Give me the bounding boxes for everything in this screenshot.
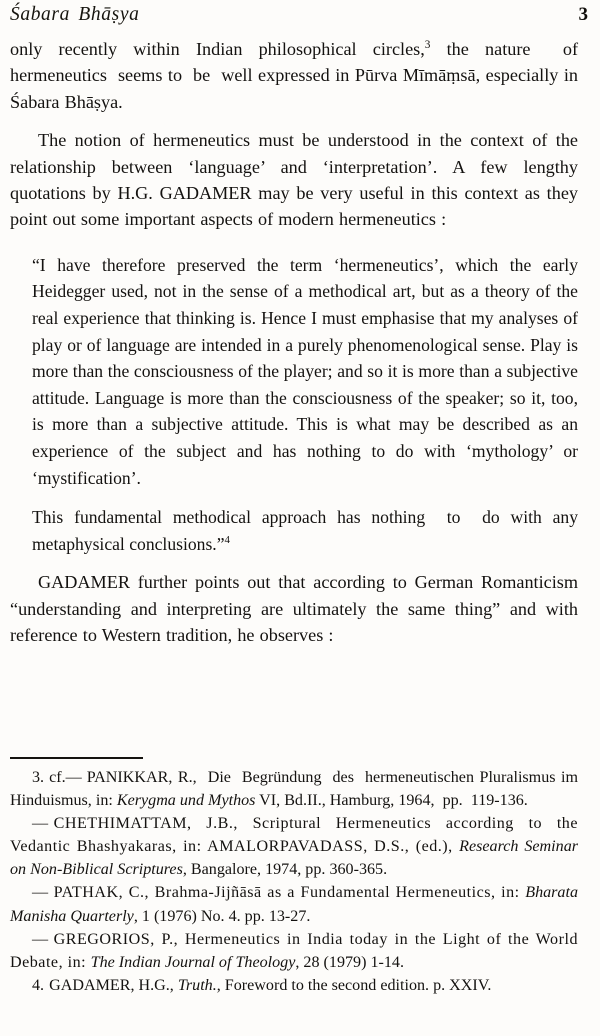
footnote-chethimattam-part-2: , Bangalore, 1974, pp. 360-365. [182, 861, 388, 879]
footnote-marker-3: 3 [424, 38, 431, 51]
block-quote-gadamer [10, 252, 578, 558]
footnote-separator-rule [10, 757, 143, 759]
footnote-pathak-title: Bharata Manisha Quarterly [10, 884, 578, 925]
running-head-title: Śabara Bhāṣya [10, 4, 140, 25]
footnote-3-part-2: VI, Bd.II., Hamburg, 1964, pp. 119-136. [255, 792, 528, 810]
footnote-3-title: Kerygma und Mythos [116, 792, 256, 810]
footnote-3 [10, 766, 578, 812]
footnote-pathak-part-2: , 1 (1976) No. 4. pp. 13-27. [133, 907, 311, 925]
paragraph-continued-text-2: the nature of hermeneutics seems to be well expressed in Pūrva Mīmāṃsā, especially in Śabara Bhāṣya. [10, 39, 578, 112]
footnote-pathak-part-1: — PATHAK, C., Brahma-Jijñāsā as a Fundamental Hermeneutics, in: [32, 884, 526, 902]
footnote-pathak [10, 881, 578, 927]
body-text-block [10, 36, 578, 649]
footnote-gregorios-part-1: — GREGORIOS, P., Hermeneutics in India today in the Light of the World Debate, in: [10, 930, 578, 971]
footnote-gregorios-title: The Indian Journal of Theology [90, 953, 296, 971]
quote-paragraph-hermeneutics: “I have therefore preserved the term ‘hermeneutics’, which the early Heidegger used, not in the sense of a methodical art, but as a theory of the real experience that thinking is. Hence I must emphasise that my analyses of play or of language are intended in a purely phenomenological sense. Play is more than the consciousness of the player; and so it is more than a subjective attitude. Language is more than the consciousness of the speaker; so it, too, is more than a subjective attitude. This is what may be described as an experience of the subject and has nothing to do with ‘mythology’ or ‘mystification’. [32, 254, 578, 488]
running-head [10, 4, 588, 30]
paragraph-gadamer-further: GADAMER further points out that according to German Romanticism “understanding and interpreting are ultimately the same thing” and with reference to Western tradition, he observes : [10, 572, 578, 646]
footnote-4 [10, 974, 578, 997]
paragraph-continued-text: only recently within Indian philosophical circles, [10, 39, 425, 59]
quote-paragraph-fundamental [32, 504, 578, 557]
footnote-gregorios-part-2: , 28 (1979) 1-14. [295, 953, 404, 971]
footnote-4-title: Truth. [177, 976, 217, 994]
footnote-4-part-1: 4. GADAMER, H.G., [32, 976, 178, 994]
page-number: 3 [578, 4, 588, 25]
paragraph-continued [10, 36, 578, 115]
footnote-chethimattam-title: Research Seminar on Non-Biblical Scriptures [10, 838, 579, 879]
footnote-chethimattam [10, 812, 578, 881]
footnote-4-part-2: , Foreword to the second edition. p. XXIV. [216, 976, 492, 994]
footnote-3-part-1: 3. cf.— PANIKKAR, R., Die Begründung des hermeneutischen Pluralismus im Hinduismus, in: [10, 769, 578, 810]
footnote-chethimattam-part-1: — CHETHIMATTAM, J.B., Scriptural Hermeneutics according to the Vedantic Bhashyakaras, in: AMALORPAVADASS, D.S., (ed.), [10, 815, 578, 856]
footnote-gregorios [10, 928, 578, 974]
paragraph-notion-of-hermeneutics: The notion of hermeneutics must be understood in the context of the relationship between ‘language’ and ‘interpretation’. A few lengthy quotations by H.G. GADAMER may be very useful in this context as they point out some important aspects of modern hermeneutics : [10, 130, 578, 230]
quote-fundamental-text: This fundamental methodical approach has nothing to do with any metaphysical conclusions.” [32, 507, 578, 554]
footnote-marker-4: 4 [224, 533, 230, 546]
footnote-block [10, 766, 578, 997]
